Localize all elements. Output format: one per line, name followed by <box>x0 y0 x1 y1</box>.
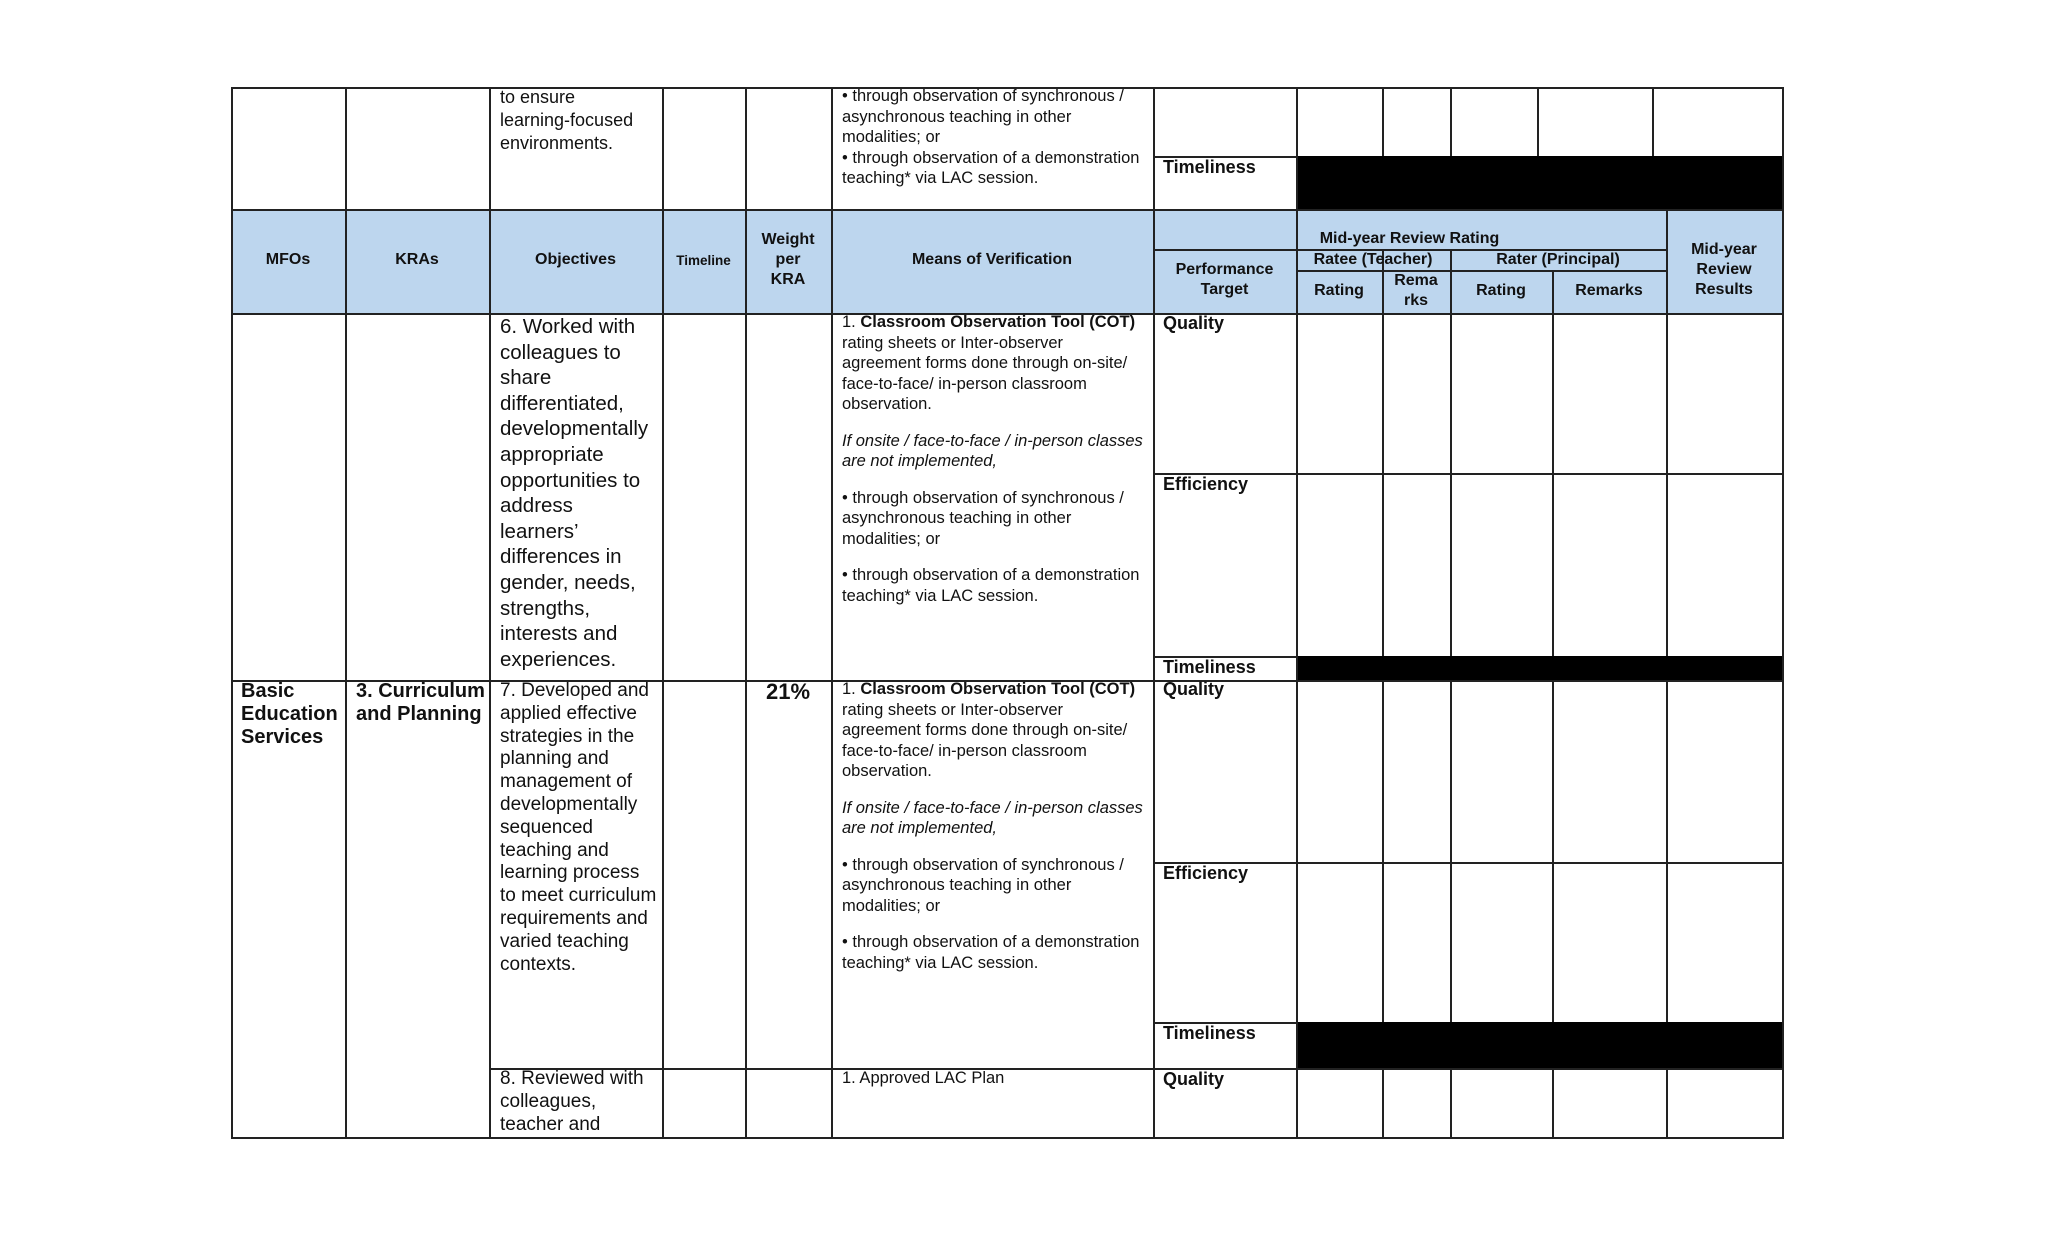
header-means-of-verification: Means of Verification <box>911 251 1073 268</box>
header-ratee-rating: Rating <box>1314 282 1364 299</box>
header-mfos: MFOs <box>265 251 311 268</box>
objective-continued: to ensure learning-focused environments. <box>500 87 634 153</box>
header-rater: Rater (Principal) <box>1496 251 1620 268</box>
efficiency-label: Efficiency <box>1163 863 1249 883</box>
quality-label: Quality <box>1163 1069 1225 1089</box>
timeliness-blackout-row7 <box>1296 1022 1783 1068</box>
objective-7: 7. Developed and applied effective strategies in the planning and management of developmentally sequenced teaching and learning process to meet curriculum requirements and varied teaching contexts. <box>500 680 657 975</box>
mov-objective-6: 1. Classroom Observation Tool (COT) rating sheets or Inter-observer agreement forms done through on-site/ face-to-face/ in-person classroom observation. If onsite / face-to-face / in-person classes are not implemented, • through observation of synchronous / asynchronous teaching in other modalities; or • through observation of a demonstration teaching* via LAC session. <box>842 313 1143 605</box>
mfo-basic-education-services: Basic Education Services <box>241 680 338 748</box>
mov-objective-7: 1. Classroom Observation Tool (COT) rating sheets or Inter-observer agreement forms done through on-site/ face-to-face/ in-person classroom observation. If onsite / face-to-face / in-person classes are not implemented, • through observation of synchronous / asynchronous teaching in other modalities; or • through observation of a demonstration teaching* via LAC session. <box>842 680 1143 972</box>
header-objectives: Objectives <box>535 251 616 268</box>
header-rater-remarks: Remarks <box>1575 282 1643 299</box>
quality-label: Quality <box>1163 313 1225 333</box>
header-ratee: Ratee (Teacher) <box>1313 251 1433 268</box>
header-performance-target: Performance Target <box>1175 261 1274 298</box>
efficiency-label: Efficiency <box>1163 474 1249 494</box>
objective-6: 6. Worked with colleagues to share differentiated, developmentally appropriate opportunities to address learners’ differences in gender, needs, strengths, interests and experiences. <box>500 315 649 671</box>
timeliness-label: Timeliness <box>1163 1023 1256 1043</box>
header-timeline: Timeline <box>676 253 731 268</box>
weight-value: 21% <box>765 679 811 704</box>
header-rater-rating: Rating <box>1476 282 1526 299</box>
quality-label: Quality <box>1163 679 1225 699</box>
timeliness-label: Timeliness <box>1163 157 1256 177</box>
header-ratee-remarks: Rema rks <box>1394 272 1438 309</box>
mov-continued: • through observation of synchronous / asynchronous teaching in other modalities; or • through observation of a demonstration teaching* via LAC session. <box>842 87 1140 187</box>
objective-8: 8. Reviewed with colleagues, teacher and <box>500 1068 644 1135</box>
timeliness-label: Timeliness <box>1163 657 1256 677</box>
header-weight: Weight per KRA <box>761 231 815 288</box>
timeliness-blackout-top <box>1296 156 1783 209</box>
header-midyear-results: Mid-year Review Results <box>1691 241 1757 298</box>
header-kras: KRAs <box>395 251 439 268</box>
kra-curriculum-planning: 3. Curriculum and Planning <box>356 680 485 725</box>
header-midyear-rating: Mid-year Review Rating <box>1319 230 1500 247</box>
timeliness-blackout-row6 <box>1296 656 1783 680</box>
mov-objective-8: 1. Approved LAC Plan <box>842 1069 1005 1087</box>
